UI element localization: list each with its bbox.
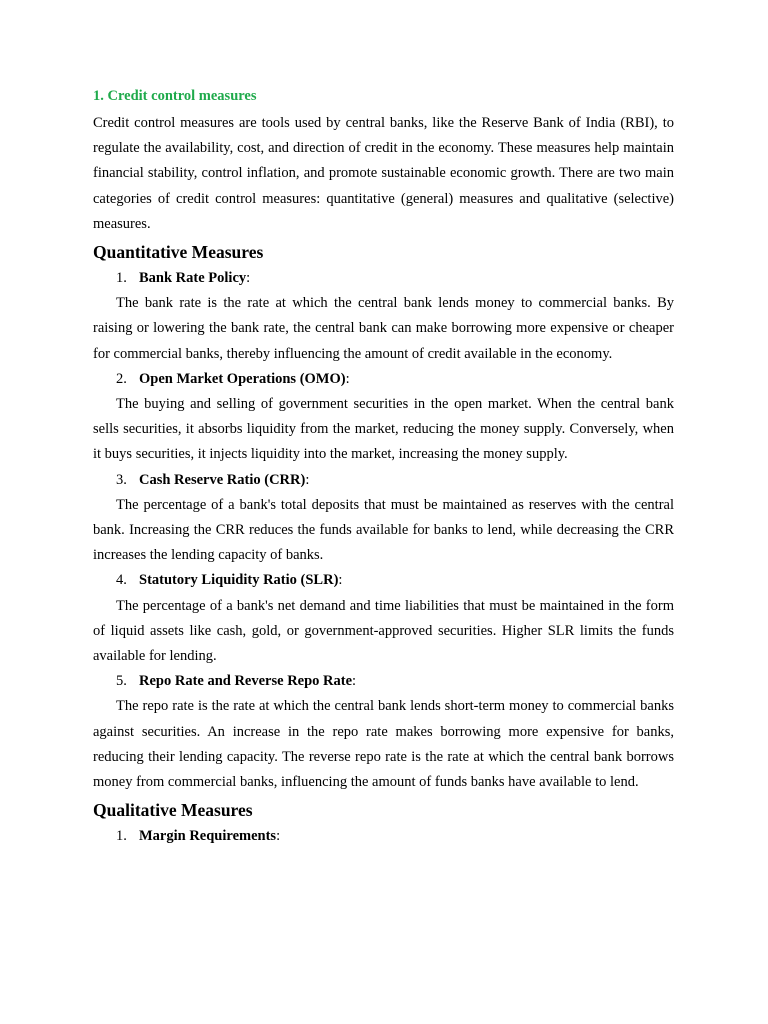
item-colon: : [276, 828, 281, 845]
item-colon: : [352, 673, 357, 690]
document-page [93, 86, 674, 849]
item-label: Statutory Liquidity Ratio (SLR) [139, 572, 339, 589]
list-number: 1. [116, 828, 127, 845]
list-number: 1. [116, 270, 127, 287]
item-colon: : [338, 572, 343, 589]
list-item [93, 367, 674, 392]
item-description: The percentage of a bank's total deposits that must be maintained as reserves with the central bank. Increasing the CRR reduces the funds available for banks to lend, while decreasing the CRR increases the lending capacity of banks. [93, 496, 674, 564]
list-item [93, 669, 674, 694]
qualitative-measures-heading: Qualitative Measures [93, 800, 253, 821]
item-colon: : [345, 370, 350, 387]
item-colon: : [246, 270, 251, 287]
list-item [93, 266, 674, 291]
item-label: Margin Requirements [139, 828, 277, 845]
list-item [93, 568, 674, 593]
list-number: 3. [116, 471, 127, 488]
list-item [93, 824, 674, 849]
item-description: The percentage of a bank's net demand and time liabilities that must be maintained in the form of liquid assets like cash, gold, or government-approved securities. Higher SLR limits the funds available for lending. [93, 597, 674, 665]
list-number: 2. [116, 370, 127, 387]
item-label: Cash Reserve Ratio (CRR) [139, 471, 306, 488]
list-item [93, 468, 674, 493]
list-number: 4. [116, 572, 127, 589]
item-description: The bank rate is the rate at which the central bank lends money to commercial banks. By raising or lowering the bank rate, the central bank can make borrowing more expensive or cheaper for commercial banks, thereby influencing the amount of credit available in the economy. [93, 295, 674, 362]
item-colon: : [305, 471, 310, 488]
list-number: 5. [116, 673, 127, 690]
quantitative-measures-heading: Quantitative Measures [93, 242, 264, 263]
intro-paragraph: Credit control measures are tools used by central banks, like the Reserve Bank of India (RBI), to regulate the availability, cost, and direction of credit in the economy. These measures help maintain financial stability, control inflation, and promote sustainable economic growth. There are two main categories of credit control measures: quantitative (general) measures and qualitative (selective) measures. [93, 115, 674, 232]
item-description: The repo rate is the rate at which the central bank lends short-term money to commercial banks against securities. An increase in the repo rate makes borrowing more expensive for banks, reducing their lending capacity. The reverse repo rate is the rate at which the central bank borrows money from commercial banks, influencing the amount of funds banks have available to lend. [93, 698, 674, 791]
item-label: Bank Rate Policy [139, 270, 247, 287]
section-heading: 1. Credit control measures [93, 88, 257, 104]
item-description: The buying and selling of government securities in the open market. When the central bank sells securities, it absorbs liquidity from the market, reducing the money supply. Conversely, when it buys securities, it injects liquidity into the market, increasing the money supply. [93, 396, 674, 463]
item-label: Open Market Operations (OMO) [139, 370, 346, 387]
item-label: Repo Rate and Reverse Repo Rate [139, 673, 353, 690]
